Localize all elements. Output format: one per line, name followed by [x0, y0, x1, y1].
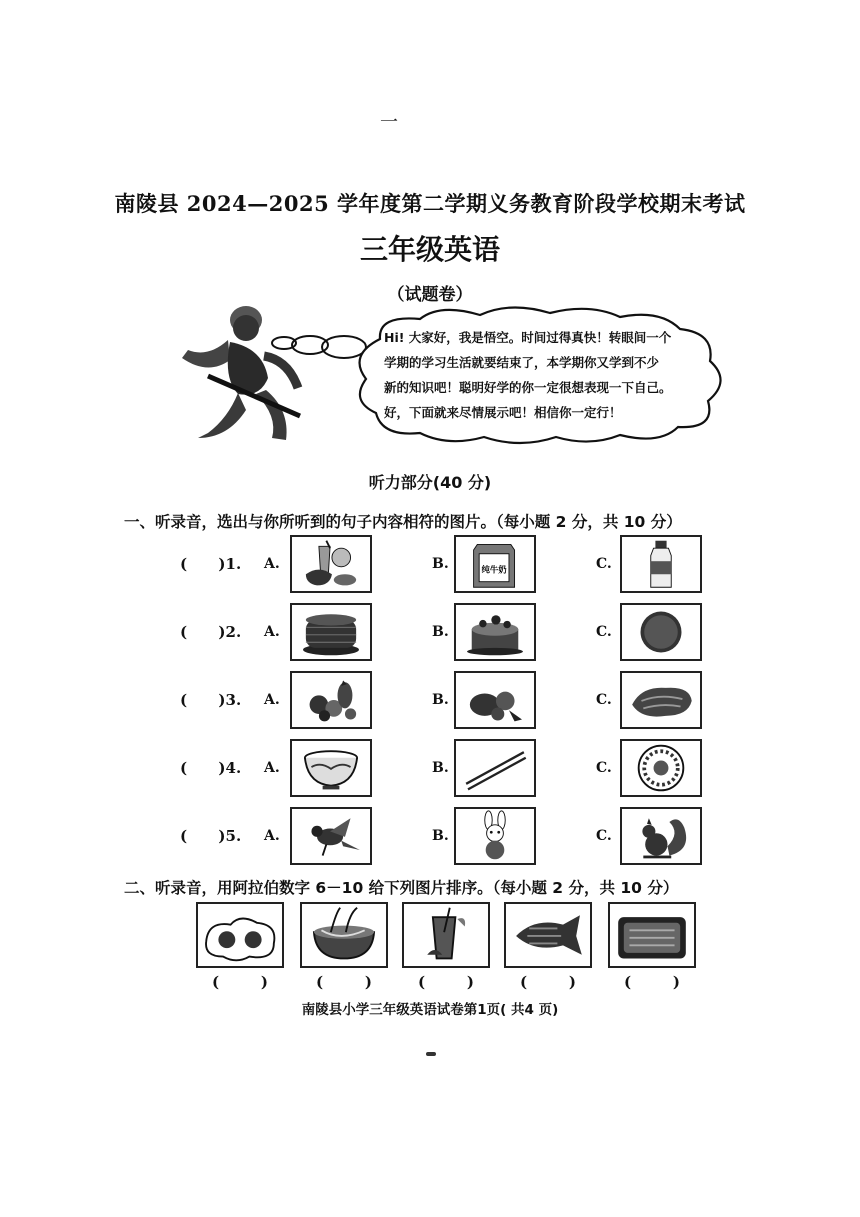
- juice-icon[interactable]: [290, 535, 372, 593]
- plate-icon[interactable]: [620, 739, 702, 797]
- option-label-c: C.: [596, 624, 612, 640]
- option-label-b: B.: [432, 692, 449, 708]
- option-label-c: C.: [596, 692, 612, 708]
- noodles-icon: [300, 902, 388, 968]
- vegetables-icon[interactable]: [454, 671, 536, 729]
- bread-basket-icon: [608, 902, 696, 968]
- option-label-a: A.: [264, 692, 280, 708]
- question-number[interactable]: ( )4.: [180, 759, 242, 777]
- question-row-5: [180, 807, 720, 869]
- milk-carton-icon[interactable]: [454, 535, 536, 593]
- question-row-4: [180, 739, 720, 801]
- question-number[interactable]: ( )2.: [180, 623, 242, 641]
- speech-line: 学期的学习生活就要结束了，本学期你又学到不少: [384, 355, 660, 370]
- option-label-b: B.: [432, 760, 449, 776]
- exam-subject: 三年级英语: [359, 233, 500, 266]
- part2-instruction: 二、听录音，用阿拉伯数字 6－10 给下列图片排序。（每小题 2 分，共 10 分）: [124, 879, 679, 897]
- speech-bubble-text: [384, 325, 704, 425]
- exam-header: [0, 188, 860, 305]
- page-footer: 南陵县小学三年级英语试卷第1页( 共4 页): [301, 1002, 559, 1018]
- squirrel-icon[interactable]: [620, 807, 702, 865]
- option-label-a: A.: [264, 828, 280, 844]
- question-number[interactable]: ( )1.: [180, 555, 242, 573]
- exam-paper-type: （试题卷）: [387, 285, 473, 305]
- order-blank-1[interactable]: ( ): [212, 973, 268, 991]
- juice-glass-icon: [402, 902, 490, 968]
- question-number[interactable]: ( )3.: [180, 691, 242, 709]
- option-label-c: C.: [596, 760, 612, 776]
- bird-icon[interactable]: [290, 807, 372, 865]
- fish-icon: [504, 902, 592, 968]
- speech-line: 新的知识吧！聪明好学的你一定很想表现一下自己。: [384, 380, 672, 395]
- option-label-a: A.: [264, 760, 280, 776]
- order-blank-2[interactable]: ( ): [316, 973, 372, 991]
- part1-instruction: 一、听录音，选出与你所听到的句子内容相符的图片。（每小题 2 分，共 10 分）: [124, 513, 682, 531]
- cake-icon[interactable]: [454, 603, 536, 661]
- chopsticks-icon[interactable]: [454, 739, 536, 797]
- option-label-c: C.: [596, 828, 612, 844]
- water-bottle-icon[interactable]: [620, 535, 702, 593]
- rabbit-icon[interactable]: [454, 807, 536, 865]
- order-blank-3[interactable]: ( ): [418, 973, 474, 991]
- option-label-c: C.: [596, 556, 612, 572]
- order-blank-5[interactable]: ( ): [624, 973, 680, 991]
- fried-eggs-icon: [196, 902, 284, 968]
- meat-icon[interactable]: [620, 671, 702, 729]
- page-top-mark: 一: [380, 112, 398, 133]
- option-label-a: A.: [264, 556, 280, 572]
- option-label-a: A.: [264, 624, 280, 640]
- question-row-1: [180, 535, 720, 597]
- speech-line: 好，下面就来尽情展示吧！相信你一定行！: [384, 405, 622, 420]
- option-label-b: B.: [432, 624, 449, 640]
- fruits-icon[interactable]: [290, 671, 372, 729]
- exam-title: 南陵县 2024—2025 学年度第二学期义务教育阶段学校期末考试: [114, 191, 746, 216]
- question-number[interactable]: ( )5.: [180, 827, 242, 845]
- milk-carton-label: 纯牛奶: [481, 564, 507, 575]
- pancake-stack-icon[interactable]: [290, 603, 372, 661]
- bowl-icon[interactable]: [290, 739, 372, 797]
- question-row-3: [180, 671, 720, 733]
- option-label-b: B.: [432, 828, 449, 844]
- order-blank-4[interactable]: ( ): [520, 973, 576, 991]
- question-row-2: [180, 603, 720, 665]
- listening-section-heading: 听力部分(40 分): [368, 473, 492, 492]
- option-label-b: B.: [432, 556, 449, 572]
- speech-line: Hi! 大家好，我是悟空。时间过得真快！转眼间一个: [384, 330, 672, 345]
- scan-speck: [426, 1052, 436, 1056]
- cookie-icon[interactable]: [620, 603, 702, 661]
